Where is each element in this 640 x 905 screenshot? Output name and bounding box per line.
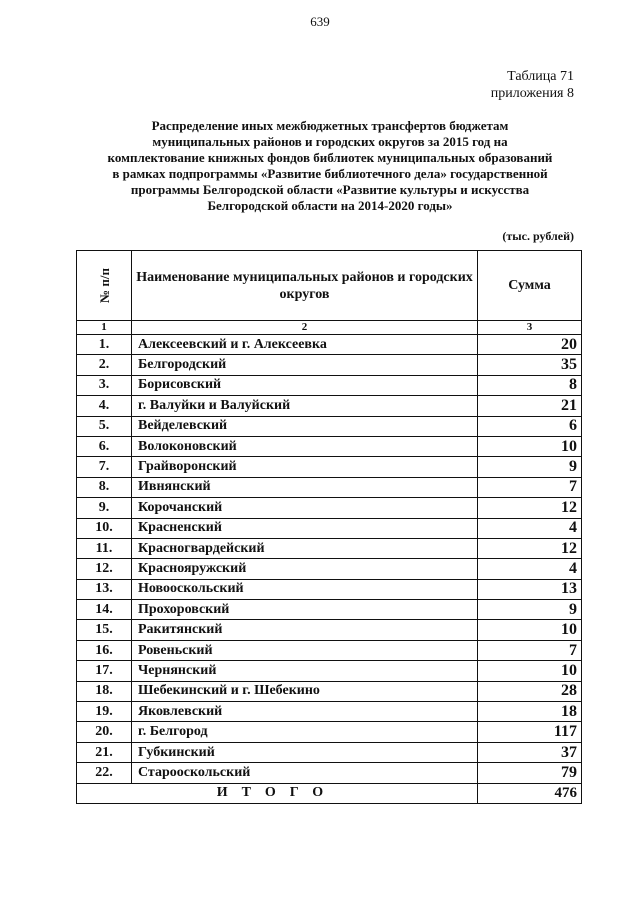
row-number: 7. bbox=[77, 457, 132, 477]
column-number: 1 bbox=[77, 321, 132, 335]
table-row bbox=[77, 600, 582, 620]
district-name: Волоконовский bbox=[132, 436, 478, 456]
amount-value: 7 bbox=[478, 640, 582, 660]
amount-value: 35 bbox=[478, 355, 582, 375]
amount-value: 13 bbox=[478, 579, 582, 599]
table-row bbox=[77, 335, 582, 355]
row-number: 5. bbox=[77, 416, 132, 436]
table-row bbox=[77, 477, 582, 497]
title-line: Белгородской области на 2014-2020 годы» bbox=[207, 198, 453, 213]
table-row bbox=[77, 355, 582, 375]
column-number: 2 bbox=[132, 321, 478, 335]
column-number-row bbox=[77, 321, 582, 335]
district-name: Красненский bbox=[132, 518, 478, 538]
row-number: 20. bbox=[77, 722, 132, 742]
title-line: комплектование книжных фондов библиотек муниципальных образований bbox=[107, 150, 553, 165]
table-row bbox=[77, 375, 582, 395]
district-name: Новооскольский bbox=[132, 579, 478, 599]
amount-value: 37 bbox=[478, 742, 582, 762]
amount-value: 28 bbox=[478, 681, 582, 701]
table-row bbox=[77, 538, 582, 558]
title-line: Распределение иных межбюджетных трансфертов бюджетам bbox=[151, 118, 509, 133]
table-row bbox=[77, 396, 582, 416]
amount-value: 117 bbox=[478, 722, 582, 742]
amount-value: 6 bbox=[478, 416, 582, 436]
column-number: 3 bbox=[478, 321, 582, 335]
table-row bbox=[77, 518, 582, 538]
table-reference bbox=[491, 68, 574, 102]
row-number: 15. bbox=[77, 620, 132, 640]
header-sum: Сумма bbox=[478, 251, 582, 321]
table-row bbox=[77, 742, 582, 762]
amount-value: 12 bbox=[478, 538, 582, 558]
table-row bbox=[77, 620, 582, 640]
amount-value: 21 bbox=[478, 396, 582, 416]
title-line: в рамках подпрограммы «Развитие библиотечного дела» государственной bbox=[112, 166, 548, 181]
document-title bbox=[70, 118, 590, 214]
row-number: 4. bbox=[77, 396, 132, 416]
amount-value: 12 bbox=[478, 498, 582, 518]
table-row bbox=[77, 498, 582, 518]
table-row bbox=[77, 457, 582, 477]
title-line: муниципальных районов и городских округов за 2015 год на bbox=[152, 134, 508, 149]
table-row bbox=[77, 722, 582, 742]
row-number: 16. bbox=[77, 640, 132, 660]
table-row bbox=[77, 436, 582, 456]
table-row bbox=[77, 681, 582, 701]
row-number: 17. bbox=[77, 661, 132, 681]
row-number: 21. bbox=[77, 742, 132, 762]
district-name: Шебекинский и г. Шебекино bbox=[132, 681, 478, 701]
row-number: 22. bbox=[77, 763, 132, 783]
district-name: Прохоровский bbox=[132, 600, 478, 620]
row-number: 19. bbox=[77, 702, 132, 722]
district-name: Алексеевский и г. Алексеевка bbox=[132, 335, 478, 355]
unit-label: (тыс. рублей) bbox=[502, 229, 574, 243]
district-name: Красногвардейский bbox=[132, 538, 478, 558]
district-name: Корочанский bbox=[132, 498, 478, 518]
total-amount: 476 bbox=[478, 783, 582, 803]
title-line: программы Белгородской области «Развитие культуры и искусства bbox=[130, 182, 530, 197]
district-name: Грайворонский bbox=[132, 457, 478, 477]
district-name: Ровеньский bbox=[132, 640, 478, 660]
district-name: Старооскольский bbox=[132, 763, 478, 783]
table-reference-line2: приложения 8 bbox=[490, 86, 574, 101]
table-reference-line1: Таблица 71 bbox=[507, 69, 574, 84]
header-name: Наименование муниципальных районов и городских округов bbox=[132, 251, 478, 321]
row-number: 1. bbox=[77, 335, 132, 355]
district-name: Губкинский bbox=[132, 742, 478, 762]
page-number: 639 bbox=[310, 14, 330, 29]
district-name: Ивнянский bbox=[132, 477, 478, 497]
amount-value: 8 bbox=[478, 375, 582, 395]
district-name: Ракитянский bbox=[132, 620, 478, 640]
table-header-row bbox=[77, 251, 582, 321]
table-row bbox=[77, 579, 582, 599]
district-name: Белгородский bbox=[132, 355, 478, 375]
amount-value: 20 bbox=[478, 335, 582, 355]
amount-value: 79 bbox=[478, 763, 582, 783]
header-number-label: № п/п bbox=[96, 267, 112, 303]
amount-value: 4 bbox=[478, 518, 582, 538]
amount-value: 7 bbox=[478, 477, 582, 497]
total-label: ИТОГО bbox=[77, 783, 478, 803]
district-name: Борисовский bbox=[132, 375, 478, 395]
row-number: 12. bbox=[77, 559, 132, 579]
district-name: Чернянский bbox=[132, 661, 478, 681]
table-row bbox=[77, 702, 582, 722]
row-number: 9. bbox=[77, 498, 132, 518]
table-row bbox=[77, 416, 582, 436]
district-name: г. Белгород bbox=[132, 722, 478, 742]
amount-value: 9 bbox=[478, 600, 582, 620]
district-name: Вейделевский bbox=[132, 416, 478, 436]
district-name: г. Валуйки и Валуйский bbox=[132, 396, 478, 416]
distribution-table bbox=[76, 250, 582, 804]
row-number: 13. bbox=[77, 579, 132, 599]
amount-value: 18 bbox=[478, 702, 582, 722]
district-name: Яковлевский bbox=[132, 702, 478, 722]
total-row bbox=[77, 783, 582, 803]
row-number: 8. bbox=[77, 477, 132, 497]
amount-value: 10 bbox=[478, 620, 582, 640]
table-row bbox=[77, 640, 582, 660]
amount-value: 10 bbox=[478, 661, 582, 681]
amount-value: 4 bbox=[478, 559, 582, 579]
amount-value: 10 bbox=[478, 436, 582, 456]
row-number: 11. bbox=[77, 538, 132, 558]
amount-value: 9 bbox=[478, 457, 582, 477]
table-row bbox=[77, 763, 582, 783]
row-number: 14. bbox=[77, 600, 132, 620]
header-number bbox=[77, 251, 132, 321]
district-name: Краснояружский bbox=[132, 559, 478, 579]
row-number: 18. bbox=[77, 681, 132, 701]
table-row bbox=[77, 661, 582, 681]
row-number: 2. bbox=[77, 355, 132, 375]
table-row bbox=[77, 559, 582, 579]
row-number: 10. bbox=[77, 518, 132, 538]
row-number: 3. bbox=[77, 375, 132, 395]
row-number: 6. bbox=[77, 436, 132, 456]
